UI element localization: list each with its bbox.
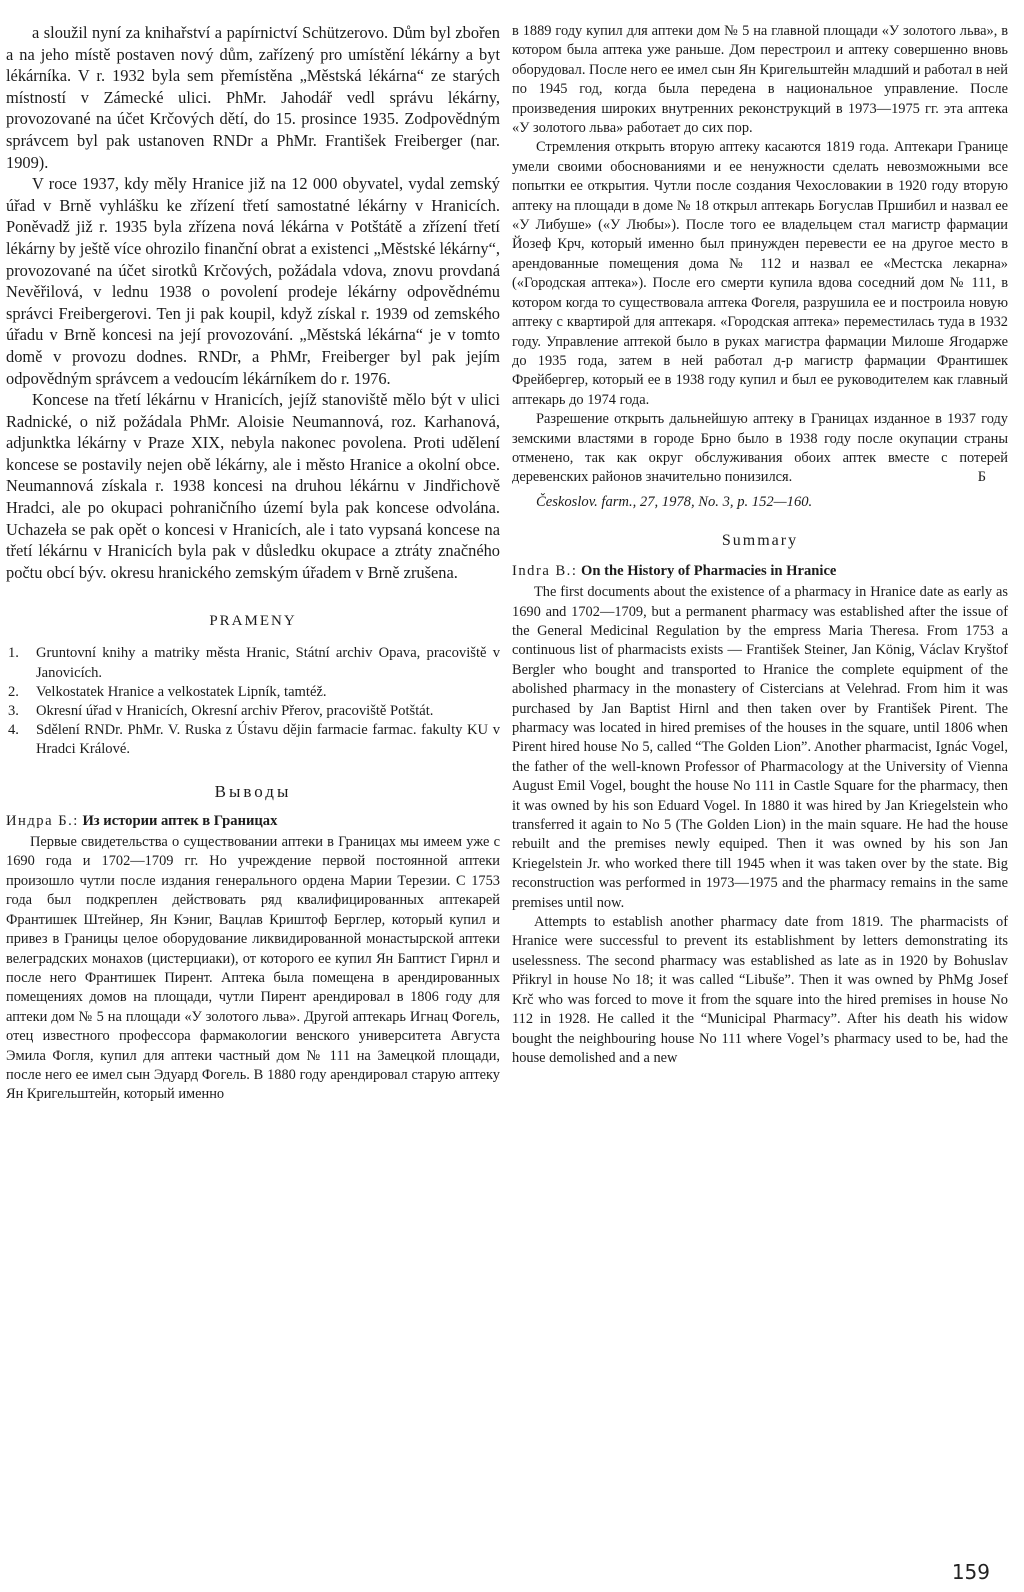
- right-column: [512, 22, 1008, 1552]
- reference-text: Gruntovní knihy a matriky města Hranic, Státní archiv Opava, pracoviště v Janovicích.: [36, 645, 500, 681]
- english-paragraph-2: Attempts to establish another pharmacy date from 1819. The pharmacists of Hranice were successful to prevent its establishment by letters demonstrating its uselessness. The second pharmacy was established as late as in 1920 by Bohuslav Přikryl in house No 18; it was called “Libuše”. Then it was owned by PhMg Josef Krč who was forced to move it from the square into the hired premises in house No 112 in 1928. He called it the “Municipal Pharmacy”. After his death his widow bought the neighbouring house No 111 where Vogel’s pharmacy used to be, had the house demolished and a new: [512, 914, 1008, 1066]
- czech-paragraph-3: Koncese na třetí lékárnu v Hranicích, jejíž stanoviště mělo být v ulici Radnické, o niž požádala PhMr. Aloisie Neumannová, roz. Karhanová, adjunktka lékárny v Praze XIX, nebyla nakonec povolena. Proti udělení koncese se postavily nejen obě lékárny, ale i město Hranice a okolní obce. Neumannová získala r. 1938 koncesi na druhou lékárnu v Jindřichově Hradci, ale po okupaci pohraničního území byla pak koncese odvolána. Uchazeła se pak opět o koncesi v Hranicích, ale i tato vypsaná koncese na třetí lékárnu v Hranicích byla pak v důsledku okupace a ztráty značného počtu obcí býv. okresu hranického zemským úřadem v Brně zrušena.: [6, 390, 500, 582]
- russian-text-right: [512, 22, 1008, 488]
- left-column: [6, 22, 500, 1552]
- list-item: [6, 721, 500, 759]
- list-item: [6, 683, 500, 702]
- english-byline: [512, 562, 1008, 581]
- russian-author: Индра Б.:: [6, 812, 79, 829]
- russian-paragraph-2: Стремления открыть вторую аптеку касаются 1819 года. Аптекари Границе умели своими обоснованиями и ее ненужности сделать невозможными все попытки ее открытия. Чутли после создания Чехословакии в 1920 году вторую аптеку на площади в доме № 18 открыл аптекарь Богуслав Пршибил и назвал ее «У Либуше» («У Любы»). После того ее владельцем стал магистр фармации Йозеф Крч, который именно был принужден перевести ее на другое место в арендованные помещения дома № 112 и назвал ее «Местска лекарна» («Городская аптека»). После его смерти купила вдова соседний дом № 111, в котором когда то существовала аптека Фогеля, разрушила ее и построила новую аптеку с квартирой для аптекаря. «Городская аптека» переместилась туда в 1932 году. Управление аптекой было в руках магистра фармации Милоше Ягодарже до 1935 года, затем в ней работал д-р магистр фармации Франтишек Фрейбергер, который ее в 1938 году купил и был ее руководителем как главный аптекарь до 1974 года.: [512, 139, 1008, 408]
- english-title: On the History of Pharmacies in Hranice: [581, 562, 837, 579]
- reference-number: 1.: [8, 645, 19, 662]
- prameny-list: [6, 644, 500, 759]
- russian-paragraph-1: Первые свидетельства о существовании аптеки в Границах мы имеем уже с 1690 года и 1702—1709 гг. Но учреждение первой постоянной аптеки произошло чутли после издания генерального ордена Марии Терезии. С 1753 года был подкреплен действовать ряд квалифицированных аптекарей Франтишек Штейнер, Ян Кэниг, Вацлав Криштоф Берглер, который купил и привез в Границы целое оборудование ликвидированной монастырской аптеки велеградских монахов (цистерциаки), от которого ее купил Ян Баптист Гирнл и после него Франтишек Пирент. Аптека была помещена в арендированных помещениях домов на площади, чутли Пирент арендировал в 1806 году для аптеки дом № 5 на площади «У золотого льва». Другой аптекарь Игнац Фогель, отец известного профессора фармакологии венского университета Августа Эмила Фогля, купил для аптеки частный дом № 111 на Замецкой площади, после него ее имел сын Эдуард Фогель. В 1880 году арендировал старую аптеку Ян Кригельштейн, который именно: [6, 834, 500, 1103]
- russian-byline: [6, 812, 500, 831]
- list-item: [6, 702, 500, 721]
- czech-paragraph-2: V roce 1937, kdy měly Hranice již na 12 000 obyvatel, vydal zemský úřad v Brně vyhlášku ke zřízení třetí samostatné lékárny v Hranicích. Poněvadž již r. 1935 byla zřízena nová lékárna v Potštátě a zřízení třetí lékárny by ještě více ohrozilo finanční obrat a existenci „Městské lékárny“, provozované na účet sirotků Krčových, požádala vdova, znovu provdaná Nevěřilová, v lednu 1938 o povolení prodeje lékárny odpovědnému správci Freibergerovi. Ten ji pak koupil, když získal r. 1939 od zemského úřadu v Brně koncesi na její provozování. „Městská lékárna“ je v tomto domě v provozu dodnes. RNDr, a PhMr, Freiberger byl pak jejím odpovědným správcem a vedoucím lékárníkem do r. 1976.: [6, 174, 500, 388]
- vyvody-heading: Выводы: [214, 781, 292, 801]
- page-number: 159: [951, 1560, 990, 1584]
- russian-title: Из истории аптек в Границах: [82, 812, 278, 829]
- russian-paragraph-3: [512, 410, 1008, 488]
- reference-number: 4.: [8, 722, 19, 739]
- russian-paragraph-continued: в 1889 году купил для аптеки дом № 5 на главной площади «У золотого льва», в котором была аптека уже раньше. Дом перестроил и аптеку совершенно вновь оборудовал. После него ее имел сын Ян Кригельштейн младший и работал в ней по 1945 год, когда была передена в национальное управление. После произведения широких внутренних реконструкций в 1973—1975 гг. эта аптека «У золотого льва» работает до сих пор.: [512, 23, 1008, 137]
- reference-text: Okresní úřad v Hranicích, Okresní archiv Přerov, pracoviště Potštát.: [36, 703, 434, 720]
- russian-text-left: [6, 833, 500, 1105]
- reference-text: Velkostatek Hranice a velkostatek Lipník, tamtéž.: [36, 683, 327, 700]
- czech-text: [6, 22, 500, 583]
- czech-paragraph-1: a sloužil nyní za knihařství a papírnictví Schützerovo. Dům byl zbořen a na jeho místě postaven nový dům, zařízený pro umístění lékárny a byt lékárníka. V r. 1932 byla sem přemístěna „Městská lékárna“ ze starých místností v Zámecké ulici. PhMr. Jahodář vedl správu lékárny, provozované na účet Krčových dětí, do 15. prosince 1935. Zodpovědným správcem byl pak ustanoven RNDr a PhMr. František Freiberger (nar. 1909).: [6, 23, 500, 172]
- summary-heading: Summary: [721, 531, 799, 549]
- russian-paragraph-3-text: Разрешение открыть дальнейшую аптеку в Границах изданное в 1937 году земскими властями в городе Брно было в 1938 году после окупации страны отменено, так как округ обслуживания обоих аптек вместе с потерей деревенских районов значительно понизился.: [512, 411, 1008, 486]
- english-paragraph-1: The first documents about the existence of a pharmacy in Hranice date as early as 1690 and 1702—1709, but a permanent pharmacy was established after the issue of the General Medicinal Regulation by the empress Maria Theresa. From 1753 a continuous list of pharmacists exists — František Steiner, Jan König, Václav Kryštof Bergler who bought and transported to Hranice the complete equipment of the abolished pharmacy in the monastery of Cistercians at Velehrad. From him it was purchased by Jan Baptist Hirnl and then taken over by František Pirent. The pharmacy was located in hired premises of the houses in the square, until 1806 when Pirent hired house No 5, called “The Golden Lion”. Another pharmacist, Ignác Vogel, the father of the well-known Professor of Pharmacology at the University of Vienna August Emil Vogel, bought the house No 111 in Castle Square for the pharmacy, then it was owned by his son Eduard Vogel. In 1880 it was hired by Jan Kriegelstein who transferred it again to No 5 (The Golden Lion) in the main square. He had the house rebuilt and the premises newly equiped. Then it was owned by his son Jan Kriegelstein Jr. who worked there till 1945 when it was taken over by the state. Big reconstruction was performed in 1973—1975 and the pharmacy remains in the same premises until now.: [512, 584, 1008, 911]
- reference-text: Sdělení RNDr. PhMr. V. Ruska z Ústavu dějin farmacie farmac. fakulty KU v Hradci Králové.: [36, 722, 500, 758]
- english-text: [512, 583, 1008, 1068]
- english-author: Indra B.:: [512, 562, 578, 579]
- list-item: [6, 644, 500, 682]
- reference-number: 3.: [8, 703, 19, 720]
- russian-signature: Б: [977, 469, 986, 486]
- reference-number: 2.: [8, 683, 19, 700]
- citation: Českoslov. farm., 27, 1978, No. 3, p. 152—160.: [536, 493, 813, 510]
- prameny-heading: PRAMENY: [209, 613, 297, 630]
